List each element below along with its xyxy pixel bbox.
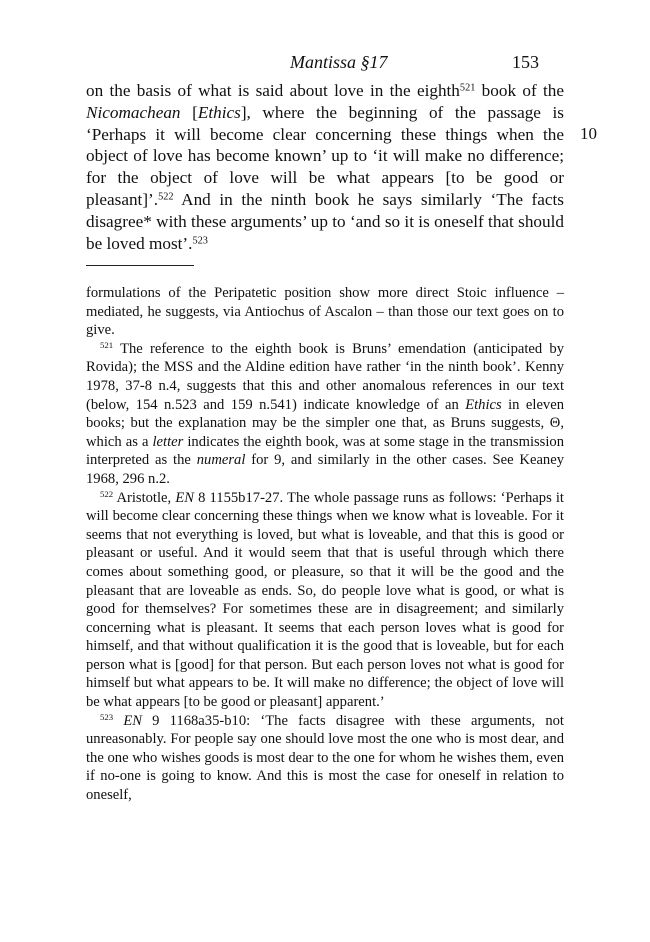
main-text: [86, 80, 564, 254]
footnote-521: [86, 340, 564, 489]
footnote-text: 9 1168a35-b10: ‘The facts disagree with these arguments, not unreasonably. For people say one should love most the one who is most dear, and the one who wishes goods is most dear to the one for whom he wishes them, even if no-one is going to know. And this is most the case for oneself in relation to oneself,: [86, 712, 564, 804]
footnotes: [86, 284, 564, 805]
footnote-text-italic: numeral: [196, 452, 246, 469]
footnote-text: [113, 713, 123, 729]
footnote-ref-522: 522: [158, 191, 174, 203]
footnote-text: The reference to the eighth book is Bruns’ emendation (anticipated by Rovida); the MSS and the Aldine edition have rather ‘in the ninth book’. Kenny 1978, 37-8 n.4, suggests that this and other anomalous references in our text (below, 154 n.523 and 159 n.541) indicate knowledge of an: [86, 340, 564, 413]
footnote-number: 523: [100, 711, 114, 722]
page-header: [0, 52, 650, 76]
footnote-text: in eleven books; but the explanation may be the simpler one that, as Bruns suggests, Θ, which as a: [86, 396, 565, 450]
margin-line-number: 10: [580, 124, 597, 143]
footnote-ref-523: 523: [192, 234, 208, 246]
main-text-run: ], where the beginning of the passage is ‘Perhaps it will become clear concerning these things when the object of love has become known’ up to ‘it will make no difference; for the object of love will be what appears [to be good or pleasant]’.: [86, 102, 564, 209]
title-nicomachean: Nicomachean: [86, 102, 181, 122]
main-text-run: [: [180, 102, 198, 122]
title-ethics: Ethics: [197, 102, 241, 122]
main-text-run: book of the: [475, 81, 564, 100]
footnote-number: 522: [100, 488, 114, 499]
footnote-continuation: formulations of the Peripatetic position show more direct Stoic influence – mediated, he suggests, via Antiochus of Ascalon – than those our text goes on to give.: [86, 285, 564, 339]
footnote-text-italic: EN: [123, 712, 142, 729]
footnote-text-italic: EN: [175, 489, 194, 506]
page-number: 153: [512, 52, 539, 72]
main-text-run: And in the ninth book he says similarly ‘The facts disagree* with these arguments’ up to ‘and so it is oneself that should be loved most’.: [86, 189, 564, 253]
footnote-text: 8 1155b17-27. The whole passage runs as follows: ‘Perhaps it will become clear concerning these things when we know what is loveable. For it seems that not everything is loved, but what is loveable, and that this is good or pleasant or useful. And it would seem that that is useful through which there comes about something good, or pleasure, so that it will be the good and the pleasant that are loveable as ends. So, do people love what is good, or what is good for themselves? For sometimes these are in disagreement; and similarly concerning what is pleasant. It seems that each person loves what is good for himself, and that without qualification it is the good that is loveable, but for each person what is [good] for that person. But each person loves not what is good for himself but what appears to be. It will make no difference; the object of love will be what appears [to be good or pleasant] apparent.’: [86, 489, 564, 711]
main-text-run: on the basis of what is said about love in the eighth: [86, 81, 460, 100]
footnote-text: Aristotle,: [113, 489, 176, 506]
footnote-523: [86, 712, 564, 805]
main-paragraph: [86, 80, 564, 254]
footnote-522: [86, 489, 564, 712]
running-head: Mantissa §17: [290, 52, 388, 72]
footnote-text: for 9, and similarly in the other cases. See Keaney 1968, 296 n.2.: [86, 452, 564, 487]
footnote-divider: [86, 265, 194, 266]
footnote-number: 521: [100, 339, 114, 350]
footnote-text-italic: Ethics: [465, 396, 502, 413]
footnote-ref-521: 521: [459, 82, 476, 94]
footnote-text: indicates the eighth book, was at some stage in the transmission interpreted as the: [86, 433, 565, 469]
footnote-text-italic: letter: [152, 433, 184, 450]
